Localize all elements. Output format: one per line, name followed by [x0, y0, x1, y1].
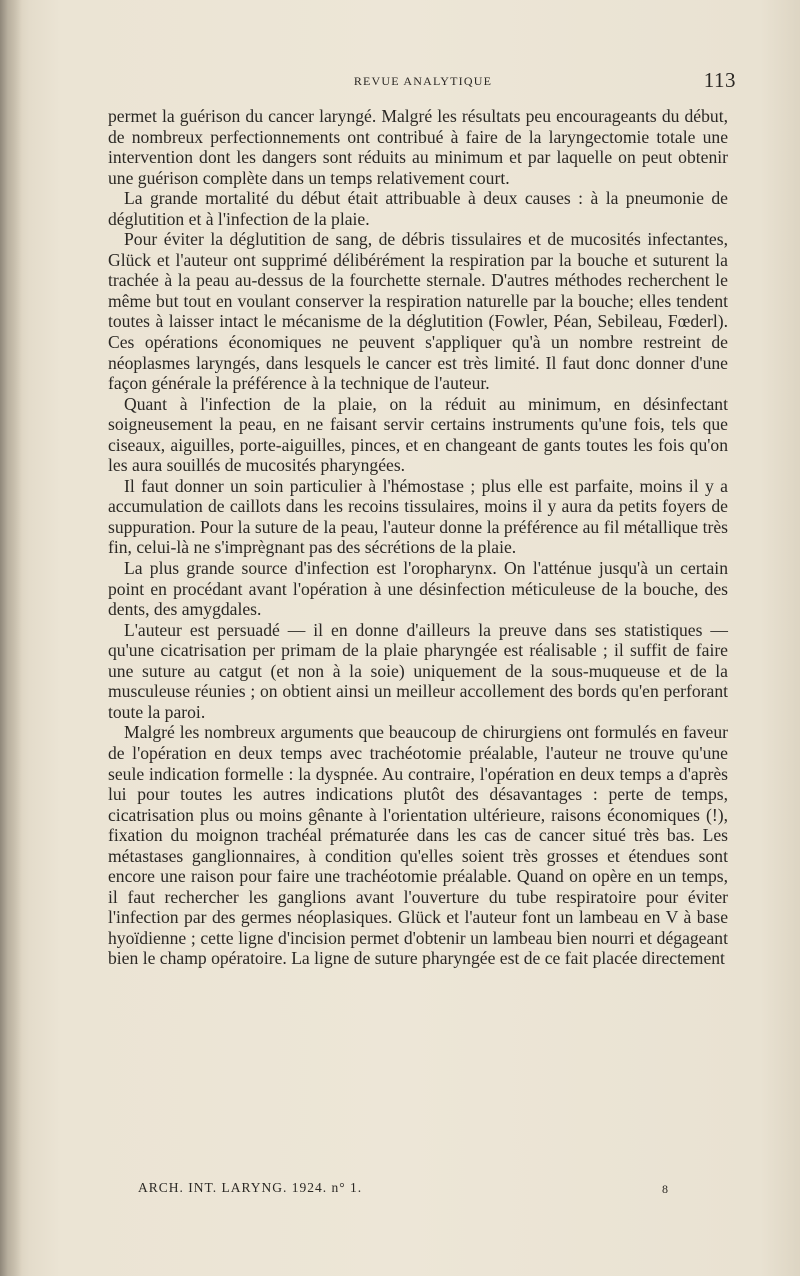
paragraph-4: Quant à l'infection de la plaie, on la réduit au minimum, en désinfectant soigneusement la peau, en ne faisant servir certains instruments qu'une fois, tels que ciseaux, aiguilles, porte-aiguilles, pinces, et en changeant de gants toutes les fois qu'on les aura souillés de mucosités pharyngées.: [108, 393, 728, 476]
article-body: [108, 106, 728, 969]
paragraph-7: L'auteur est persuadé — il en donne d'ailleurs la preuve dans ses statistiques — qu'une cicatrisation per primam de la plaie pharyngée est réalisable ; il suffit de faire une suture au catgut (et non à la soie) uniquement de la sous-muqueuse et de la musculeuse réunies ; on obtient ainsi un meilleur accollement des bords qu'en perforant toute la paroi.: [108, 619, 728, 722]
running-head-title: REVUE ANALYTIQUE: [353, 74, 493, 88]
page-footer: [138, 1180, 668, 1204]
journal-citation: ARCH. INT. LARYNG. 1924. n° 1.: [138, 1180, 363, 1195]
paragraph-6: La plus grande source d'infection est l'oropharynx. On l'atténue jusqu'à un certain point en procédant avant l'opération à une désinfection méticuleuse de la bouche, des dents, des amygdales.: [108, 558, 728, 620]
signature-mark: 8: [662, 1182, 668, 1196]
paragraph-2: La grande mortalité du début était attribuable à deux causes : à la pneumonie de déglutition et à l'infection de la plaie.: [108, 188, 728, 229]
paragraph-5: Il faut donner un soin particulier à l'hémostase ; plus elle est parfaite, moins il y a accumulation de caillots dans les recoins tissulaires, moins il y aura da petits foyers de suppuration. Pour la suture de la peau, l'auteur donne la préférence au fil métallique très fin, celui-là ne s'imprègnant pas des sécrétions de la plaie.: [108, 475, 728, 558]
paragraph-1: permet la guérison du cancer laryngé. Malgré les résultats peu encourageants du début, de nombreux perfectionnements ont contribué à faire de la laryngectomie totale une intervention dont les dangers sont réduits au minimum et par laquelle on peut obtenir une guérison complète dans un temps relativement court.: [108, 106, 728, 188]
paragraph-8: Malgré les nombreux arguments que beaucoup de chirurgiens ont formulés en faveur de l'opération en deux temps avec trachéotomie préalable, l'auteur ne trouve qu'une seule indication formelle : la dyspnée. Au contraire, l'opération en deux temps a d'après lui pour toutes les autres indications plutôt des désavantages : perte de temps, cicatrisation plus ou moins gênante à l'orientation ultérieure, raisons économiques (!), fixation du moignon trachéal prématurée dans les cas de cancer situé très bas. Les métastases ganglionnaires, à condition qu'elles soient très grosses et étendues sont encore une raison pour faire une trachéotomie préalable. Quand on opère en un temps, il faut rechercher les ganglions avant l'ouverture du tube respiratoire pour éviter l'infection par des germes néoplasiques. Glück et l'auteur font un lambeau en V à base hyoïdienne ; cette ligne d'incision permet d'obtenir un lambeau bien nourri et dégageant bien le champ opératoire. La ligne de suture pharyngée est de ce fait placée directement: [108, 722, 728, 969]
paragraph-3: Pour éviter la déglutition de sang, de débris tissulaires et de mucosités infectantes, Glück et l'auteur ont supprimé délibérément la respiration par la bouche et suturent la trachée à la peau au-dessus de la fourchette sternale. D'autres méthodes recherchent le même but tout en voulant conserver la respiration naturelle par la bouche; elles tendent toutes à laisser intact le mécanisme de la déglutition (Fowler, Péan, Sebileau, Fœderl). Ces opérations économiques ne peuvent s'appliquer qu'à un nombre restreint de néoplasmes laryngés, dans lesquels le cancer est très limité. Il faut donc donner d'une façon générale la préférence à la technique de l'auteur.: [108, 229, 728, 394]
page-number: 113: [703, 68, 736, 92]
binding-shadow: [0, 0, 22, 1276]
running-head: [108, 68, 738, 98]
